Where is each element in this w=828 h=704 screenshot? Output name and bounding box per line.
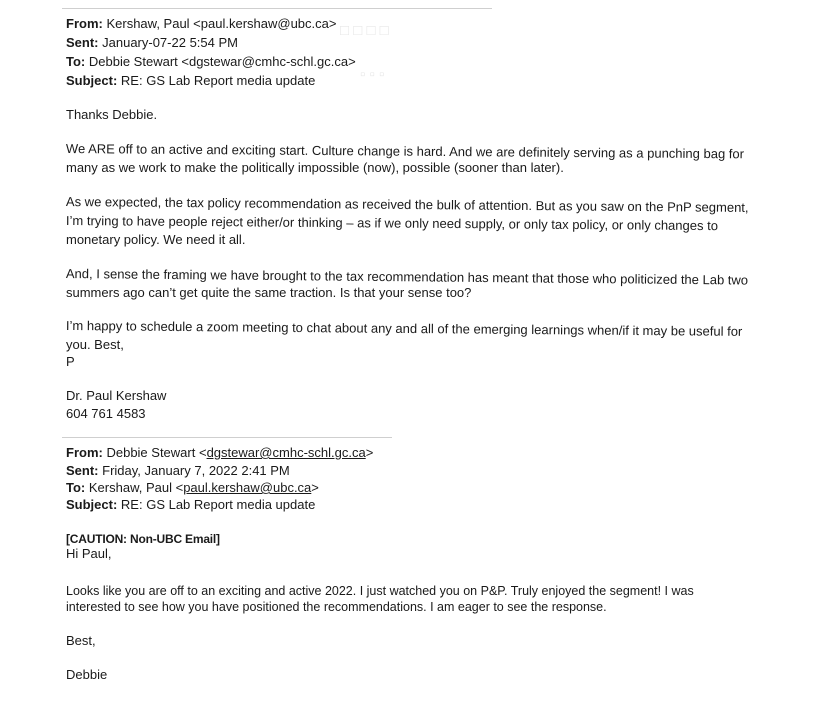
email1-from [66,16,336,32]
to-name: Kershaw, Paul < [88,480,184,495]
email2-subject [66,497,315,513]
bleed-through-mark: ▫ ▫ ▫ [360,66,385,83]
subject-label: Subject: [66,497,118,512]
email2-closing: Best, [66,633,96,648]
header-separator [62,8,492,9]
bleed-through-mark: □ □ □ □ [340,22,389,39]
subject-value: RE: GS Lab Report media update [120,497,316,512]
sent-value: Friday, January 7, 2022 2:41 PM [102,463,290,478]
email2-from [66,445,373,461]
email1-paragraph-line: I’m happy to schedule a zoom meeting to chat about any and all of the emerging learnings when/if it may be useful for [65,318,743,339]
from-email-link[interactable]: dgstewar@cmhc-schl.gc.ca [206,445,366,460]
from-close: > [365,445,374,460]
email2-paragraph-line: Looks like you are off to an exciting and active 2022. I just watched you on P&P. Truly enjoyed the segment! I was [66,584,694,598]
sent-label: Sent: [66,35,99,50]
signature-name: Dr. Paul Kershaw [66,388,167,403]
email1-paragraph-line: I’m trying to have people reject either/or thinking – as if we only need supply, or only tax policy, or only changes to [65,213,719,234]
email1-paragraph-line: many as we work to make the politically impossible (now), possible (sooner than later). [66,160,564,175]
to-label: To: [66,480,86,495]
email1-subject [66,73,315,89]
email1-paragraph-line: summers ago can’t get quite the same traction. Is that your sense too? [66,285,472,300]
subject-label: Subject: [66,73,118,88]
from-label: From: [66,16,103,31]
email2-to [66,480,319,496]
email1-to [66,54,356,70]
caution-banner: [CAUTION: Non-UBC Email] [66,532,220,546]
to-label: To: [66,54,86,69]
sent-label: Sent: [66,463,99,478]
email1-paragraph-line: And, I sense the framing we have brought to the tax recommendation has meant that those who politicized the Lab two [65,266,749,288]
subject-value: RE: GS Lab Report media update [120,73,316,88]
from-label: From: [66,445,103,460]
from-name: Debbie Stewart < [106,445,207,460]
email2-greeting: Hi Paul, [66,546,112,561]
email2-sent [66,463,290,479]
to-value: Debbie Stewart <dgstewar@cmhc-schl.gc.ca> [88,54,356,69]
email1-greeting: Thanks Debbie. [66,107,158,122]
to-email-link[interactable]: paul.kershaw@ubc.ca [183,480,312,495]
from-value: Kershaw, Paul <paul.kershaw@ubc.ca> [106,16,337,31]
reply-separator [62,437,392,438]
email1-sent [66,35,238,51]
email1-paragraph-line: We ARE off to an active and exciting start. Culture change is hard. And we are definitely serving as a punching bag for [65,141,745,162]
signature-phone: 604 761 4583 [66,406,146,421]
email1-paragraph-line: As we expected, the tax policy recommendation as received the bulk of attention. But as you saw on the PnP segment, [65,194,749,215]
to-close: > [311,480,319,495]
email1-paragraph-line: monetary policy. We need it all. [66,232,246,247]
sent-value: January-07-22 5:54 PM [102,35,238,50]
email2-paragraph-line: interested to see how you have positioned the recommendations. I am eager to see the response. [66,600,607,614]
email1-paragraph-line: P [66,354,75,369]
email1-paragraph-line: you. Best, [66,337,124,352]
email2-sign: Debbie [66,667,108,682]
